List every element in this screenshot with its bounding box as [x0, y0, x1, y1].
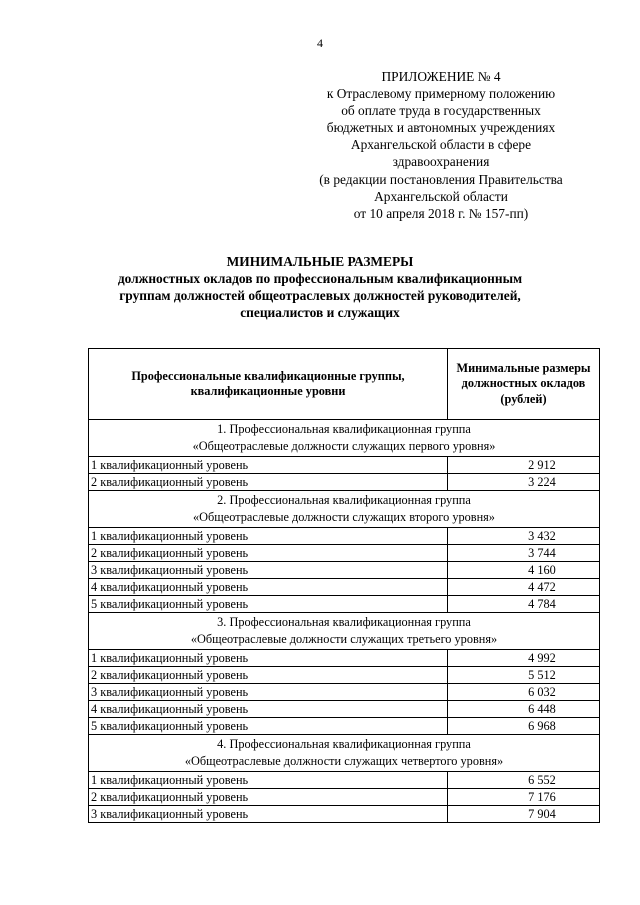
group-title — [89, 491, 600, 528]
salary-amount: 3 744 — [448, 545, 600, 562]
salary-amount: 7 176 — [448, 789, 600, 806]
document-title — [40, 253, 600, 321]
salary-amount: 4 160 — [448, 562, 600, 579]
qualification-level: 4 квалификационный уровень — [89, 701, 448, 718]
appendix-line: об оплате труда в государственных — [341, 103, 541, 119]
qualification-level: 1 квалификационный уровень — [89, 650, 448, 667]
table-row — [89, 650, 600, 667]
salary-amount: 6 032 — [448, 684, 600, 701]
qualification-level: 3 квалификационный уровень — [89, 562, 448, 579]
qualification-level: 3 квалификационный уровень — [89, 806, 448, 823]
salary-amount: 4 992 — [448, 650, 600, 667]
salary-amount: 5 512 — [448, 667, 600, 684]
appendix-line: (в редакции постановления Правительства — [319, 171, 563, 187]
appendix-line: бюджетных и автономных учреждениях — [326, 120, 556, 136]
table-row — [89, 528, 600, 545]
qualification-level: 1 квалификационный уровень — [89, 772, 448, 789]
salary-amount: 6 968 — [448, 718, 600, 735]
qualification-level: 2 квалификационный уровень — [89, 667, 448, 684]
group-header-row — [89, 420, 600, 457]
table-header-row — [89, 349, 600, 420]
group-title — [89, 613, 600, 650]
salary-amount: 6 448 — [448, 701, 600, 718]
title-line: группам должностей общеотраслевых должностей руководителей, — [119, 288, 521, 303]
group-title-line: «Общеотраслевые должности служащих третьего уровня» — [190, 632, 498, 646]
header-groups-levels: Профессиональные квалификационные группы, квалификационные уровни — [89, 349, 448, 420]
salary-amount: 7 904 — [448, 806, 600, 823]
appendix-line: здравоохранения — [392, 154, 490, 170]
qualification-level: 2 квалификационный уровень — [89, 545, 448, 562]
header-min-salary: Минимальные размеры должностных окладов (рублей) — [448, 349, 600, 420]
title-line: должностных окладов по профессиональным квалификационным — [117, 271, 523, 286]
table-row — [89, 701, 600, 718]
qualification-level: 4 квалификационный уровень — [89, 579, 448, 596]
group-title-line: 1. Профессиональная квалификационная группа — [217, 422, 471, 436]
group-title-line: «Общеотраслевые должности служащих первого уровня» — [192, 439, 496, 453]
qualification-level: 5 квалификационный уровень — [89, 718, 448, 735]
qualification-level: 3 квалификационный уровень — [89, 684, 448, 701]
table-body — [89, 420, 600, 823]
group-title — [89, 735, 600, 772]
table-row — [89, 684, 600, 701]
group-title-line: «Общеотраслевые должности служащих второго уровня» — [193, 510, 495, 524]
table-row — [89, 562, 600, 579]
group-header-row — [89, 491, 600, 528]
table-row — [89, 806, 600, 823]
appendix-line: к Отраслевому примерному положению — [326, 86, 556, 102]
table-row — [89, 596, 600, 613]
table-row — [89, 789, 600, 806]
salary-table — [88, 348, 600, 823]
appendix-header — [300, 68, 582, 222]
title-line: МИНИМАЛЬНЫЕ РАЗМЕРЫ — [226, 254, 414, 269]
group-header-row — [89, 613, 600, 650]
table-row — [89, 667, 600, 684]
salary-amount: 4 784 — [448, 596, 600, 613]
group-title-line: «Общеотраслевые должности служащих четвертого уровня» — [184, 754, 504, 768]
table-row — [89, 772, 600, 789]
salary-amount: 3 432 — [448, 528, 600, 545]
salary-amount: 4 472 — [448, 579, 600, 596]
qualification-level: 2 квалификационный уровень — [89, 474, 448, 491]
qualification-level: 5 квалификационный уровень — [89, 596, 448, 613]
table-row — [89, 457, 600, 474]
qualification-level: 1 квалификационный уровень — [89, 457, 448, 474]
appendix-line: Архангельской области в сфере — [350, 137, 532, 153]
qualification-level: 2 квалификационный уровень — [89, 789, 448, 806]
table-row — [89, 545, 600, 562]
table-row — [89, 579, 600, 596]
appendix-line: ПРИЛОЖЕНИЕ № 4 — [381, 69, 501, 84]
table-row — [89, 474, 600, 491]
group-header-row — [89, 735, 600, 772]
qualification-level: 1 квалификационный уровень — [89, 528, 448, 545]
page-number: 4 — [317, 36, 323, 50]
group-title-line: 4. Профессиональная квалификационная группа — [217, 737, 471, 751]
title-line: специалистов и служащих — [240, 305, 400, 320]
appendix-line: Архангельской области — [374, 188, 508, 204]
group-title-line: 2. Профессиональная квалификационная группа — [217, 493, 471, 507]
appendix-line: от 10 апреля 2018 г. № 157-пп) — [353, 205, 529, 221]
group-title — [89, 420, 600, 457]
group-title-line: 3. Профессиональная квалификационная группа — [217, 615, 471, 629]
salary-amount: 2 912 — [448, 457, 600, 474]
table-row — [89, 718, 600, 735]
salary-amount: 3 224 — [448, 474, 600, 491]
salary-amount: 6 552 — [448, 772, 600, 789]
